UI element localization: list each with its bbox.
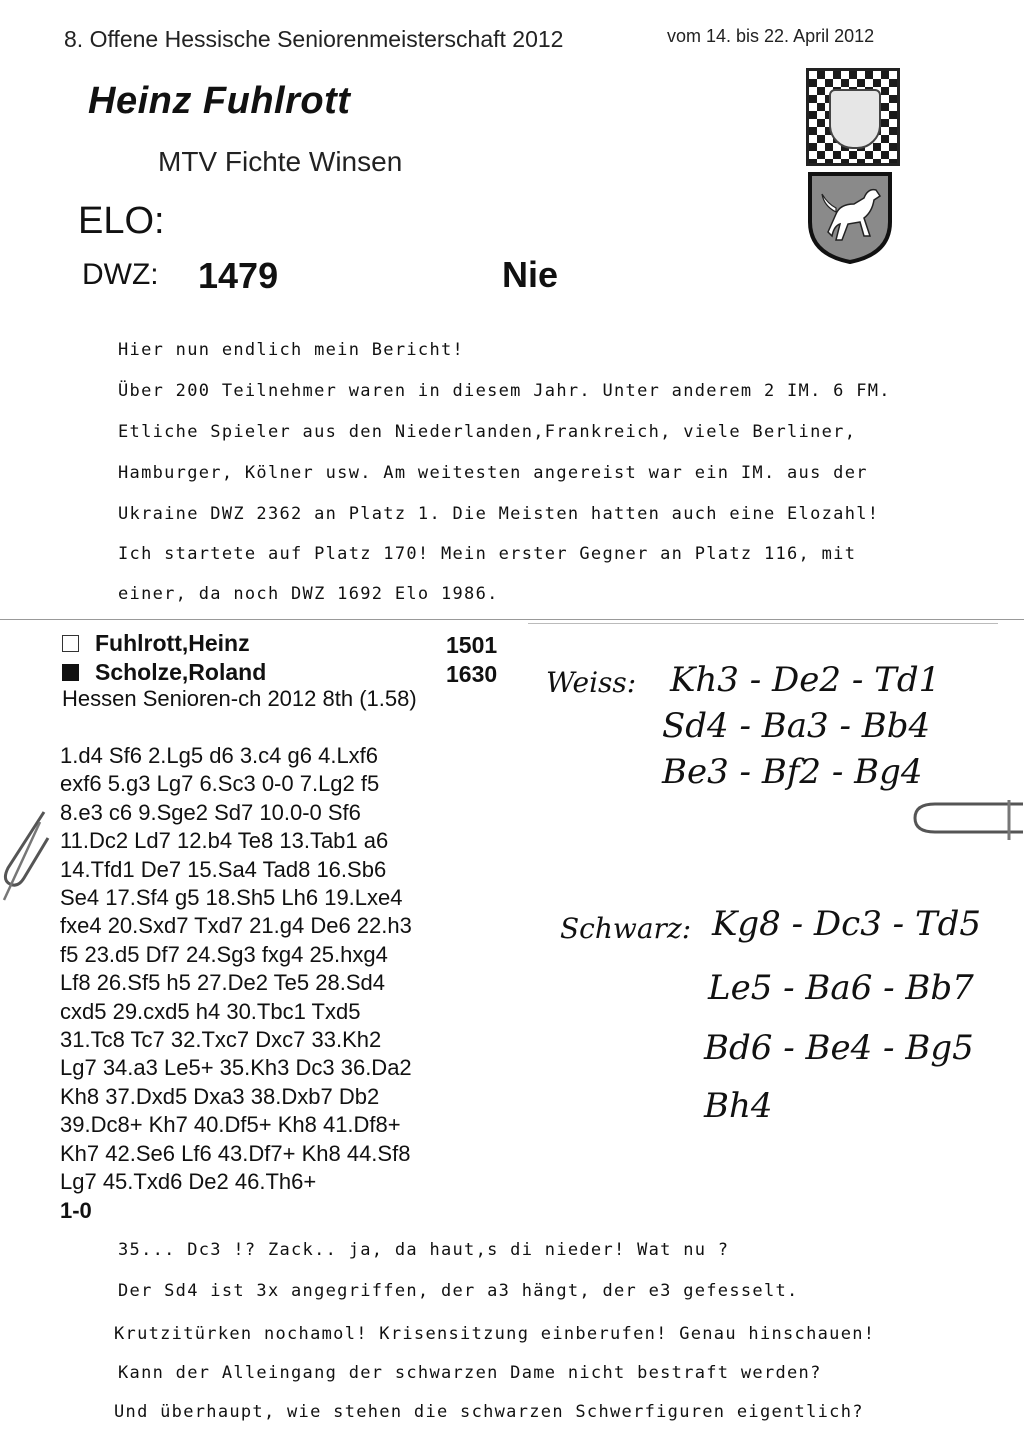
- move-line: cxd5 29.cxd5 h4 30.Tbc1 Txd5: [60, 998, 361, 1024]
- move-line: Se4 17.Sf4 g5 18.Sh5 Lh6 19.Lxe4: [60, 885, 403, 911]
- white-rating: 1501: [446, 632, 498, 658]
- report-line: Hamburger, Kölner usw. Am weitesten angereist war ein IM. aus der: [118, 463, 868, 483]
- white-player: [62, 630, 250, 657]
- move-line: Lg7 34.a3 Le5+ 35.Kh3 Dc3 36.Da2: [60, 1055, 412, 1081]
- black-pieces-line: Kg8 - Dc3 - Td5: [712, 904, 982, 944]
- page-divider: [0, 619, 1024, 620]
- commentary-line: Der Sd4 ist 3x angegriffen, der a3 hängt, der e3 gefesselt.: [118, 1281, 799, 1301]
- move-line: 31.Tc8 Tc7 32.Txc7 Dxc7 33.Kh2: [60, 1027, 382, 1053]
- black-square-icon: [62, 664, 79, 681]
- move-line: exf6 5.g3 Lg7 6.Sc3 0-0 7.Lg2 f5: [60, 771, 380, 797]
- lion-shield-icon: [829, 89, 881, 149]
- black-pieces-line: Le5 - Ba6 - Bb7: [708, 968, 974, 1008]
- move-line: 11.Dc2 Ld7 12.b4 Te8 13.Tab1 a6: [60, 828, 389, 854]
- game-result: 1-0: [60, 1197, 92, 1223]
- game-event: Hessen Senioren-ch 2012 8th (1.58): [62, 686, 417, 711]
- move-line: f5 23.d5 Df7 24.Sg3 fxg4 25.hxg4: [60, 941, 388, 967]
- white-pieces-line: Sd4 - Ba3 - Bb4: [662, 706, 931, 746]
- move-line: Kh7 42.Se6 Lf6 43.Df7+ Kh8 44.Sf8: [60, 1140, 411, 1166]
- white-pieces-line: Kh3 - De2 - Td1: [670, 660, 941, 700]
- report-line: Etliche Spieler aus den Niederlanden,Frankreich, viele Berliner,: [118, 422, 857, 442]
- black-pieces-label: Schwarz:: [560, 912, 692, 945]
- event-title: 8. Offene Hessische Seniorenmeisterschaft 2012: [64, 26, 564, 52]
- elo-note: Nie: [502, 254, 559, 295]
- commentary-line: 35... Dc3 !? Zack.. ja, da haut,s di nieder! Wat nu ?: [118, 1240, 730, 1260]
- report-line: Hier nun endlich mein Bericht!: [118, 340, 465, 360]
- paper-clip-icon: [0, 808, 52, 918]
- move-line: fxe4 20.Sxd7 Txd7 21.g4 De6 22.h3: [60, 913, 412, 939]
- report-line: Ukraine DWZ 2362 an Platz 1. Die Meisten hatten auch eine Elozahl!: [118, 504, 880, 524]
- white-pieces-label: Weiss:: [546, 666, 637, 699]
- dwz-value: 1479: [198, 255, 279, 296]
- move-line: Lf8 26.Sf5 h5 27.De2 Te5 28.Sd4: [60, 970, 385, 996]
- white-pieces-line: Be3 - Bf2 - Bg4: [662, 752, 923, 792]
- move-line: Kh8 37.Dxd5 Dxa3 38.Dxb7 Db2: [60, 1083, 380, 1109]
- report-line: einer, da noch DWZ 1692 Elo 1986.: [118, 584, 499, 604]
- report-line: Über 200 Teilnehmer waren in diesem Jahr. Unter anderem 2 IM. 6 FM.: [118, 381, 891, 401]
- move-line: 1.d4 Sf6 2.Lg5 d6 3.c4 g6 4.Lxf6: [60, 743, 379, 768]
- hesse-chess-crest-icon: [806, 68, 900, 166]
- move-list: [60, 742, 500, 1225]
- event-dates: vom 14. bis 22. April 2012: [667, 26, 875, 46]
- commentary-line: Krutzitürken nochamol! Krisensitzung einberufen! Genau hinschauen!: [114, 1324, 876, 1344]
- move-line: Lg7 45.Txd6 De2 46.Th6+: [60, 1169, 317, 1195]
- notes-divider: [528, 623, 998, 624]
- report-line: Ich startete auf Platz 170! Mein erster Gegner an Platz 116, mit: [118, 544, 857, 564]
- commentary-line: Kann der Alleingang der schwarzen Dame nicht bestraft werden?: [118, 1363, 822, 1383]
- black-pieces-line: Bd6 - Be4 - Bg5: [704, 1028, 974, 1068]
- paper-clip-icon: [905, 796, 1024, 846]
- black-rating: 1630: [446, 661, 498, 687]
- commentary-line: Und überhaupt, wie stehen die schwarzen Schwerfiguren eigentlich?: [114, 1402, 864, 1422]
- player-club: MTV Fichte Winsen: [158, 146, 403, 177]
- dwz-label: DWZ:: [82, 258, 159, 291]
- lower-saxony-horse-crest-icon: [806, 170, 894, 265]
- move-line: 39.Dc8+ Kh7 40.Df5+ Kh8 41.Df8+: [60, 1112, 401, 1138]
- elo-label: ELO:: [78, 200, 165, 242]
- move-line: 14.Tfd1 De7 15.Sa4 Tad8 16.Sb6: [60, 856, 387, 882]
- white-square-icon: [62, 635, 79, 652]
- move-line: 8.e3 c6 9.Sge2 Sd7 10.0-0 Sf6: [60, 799, 361, 825]
- white-player-name: Fuhlrott,Heinz: [95, 630, 250, 656]
- black-pieces-line: Bh4: [704, 1086, 773, 1126]
- black-player-name: Scholze,Roland: [95, 659, 267, 685]
- player-name: Heinz Fuhlrott: [88, 80, 351, 122]
- black-player: [62, 659, 266, 686]
